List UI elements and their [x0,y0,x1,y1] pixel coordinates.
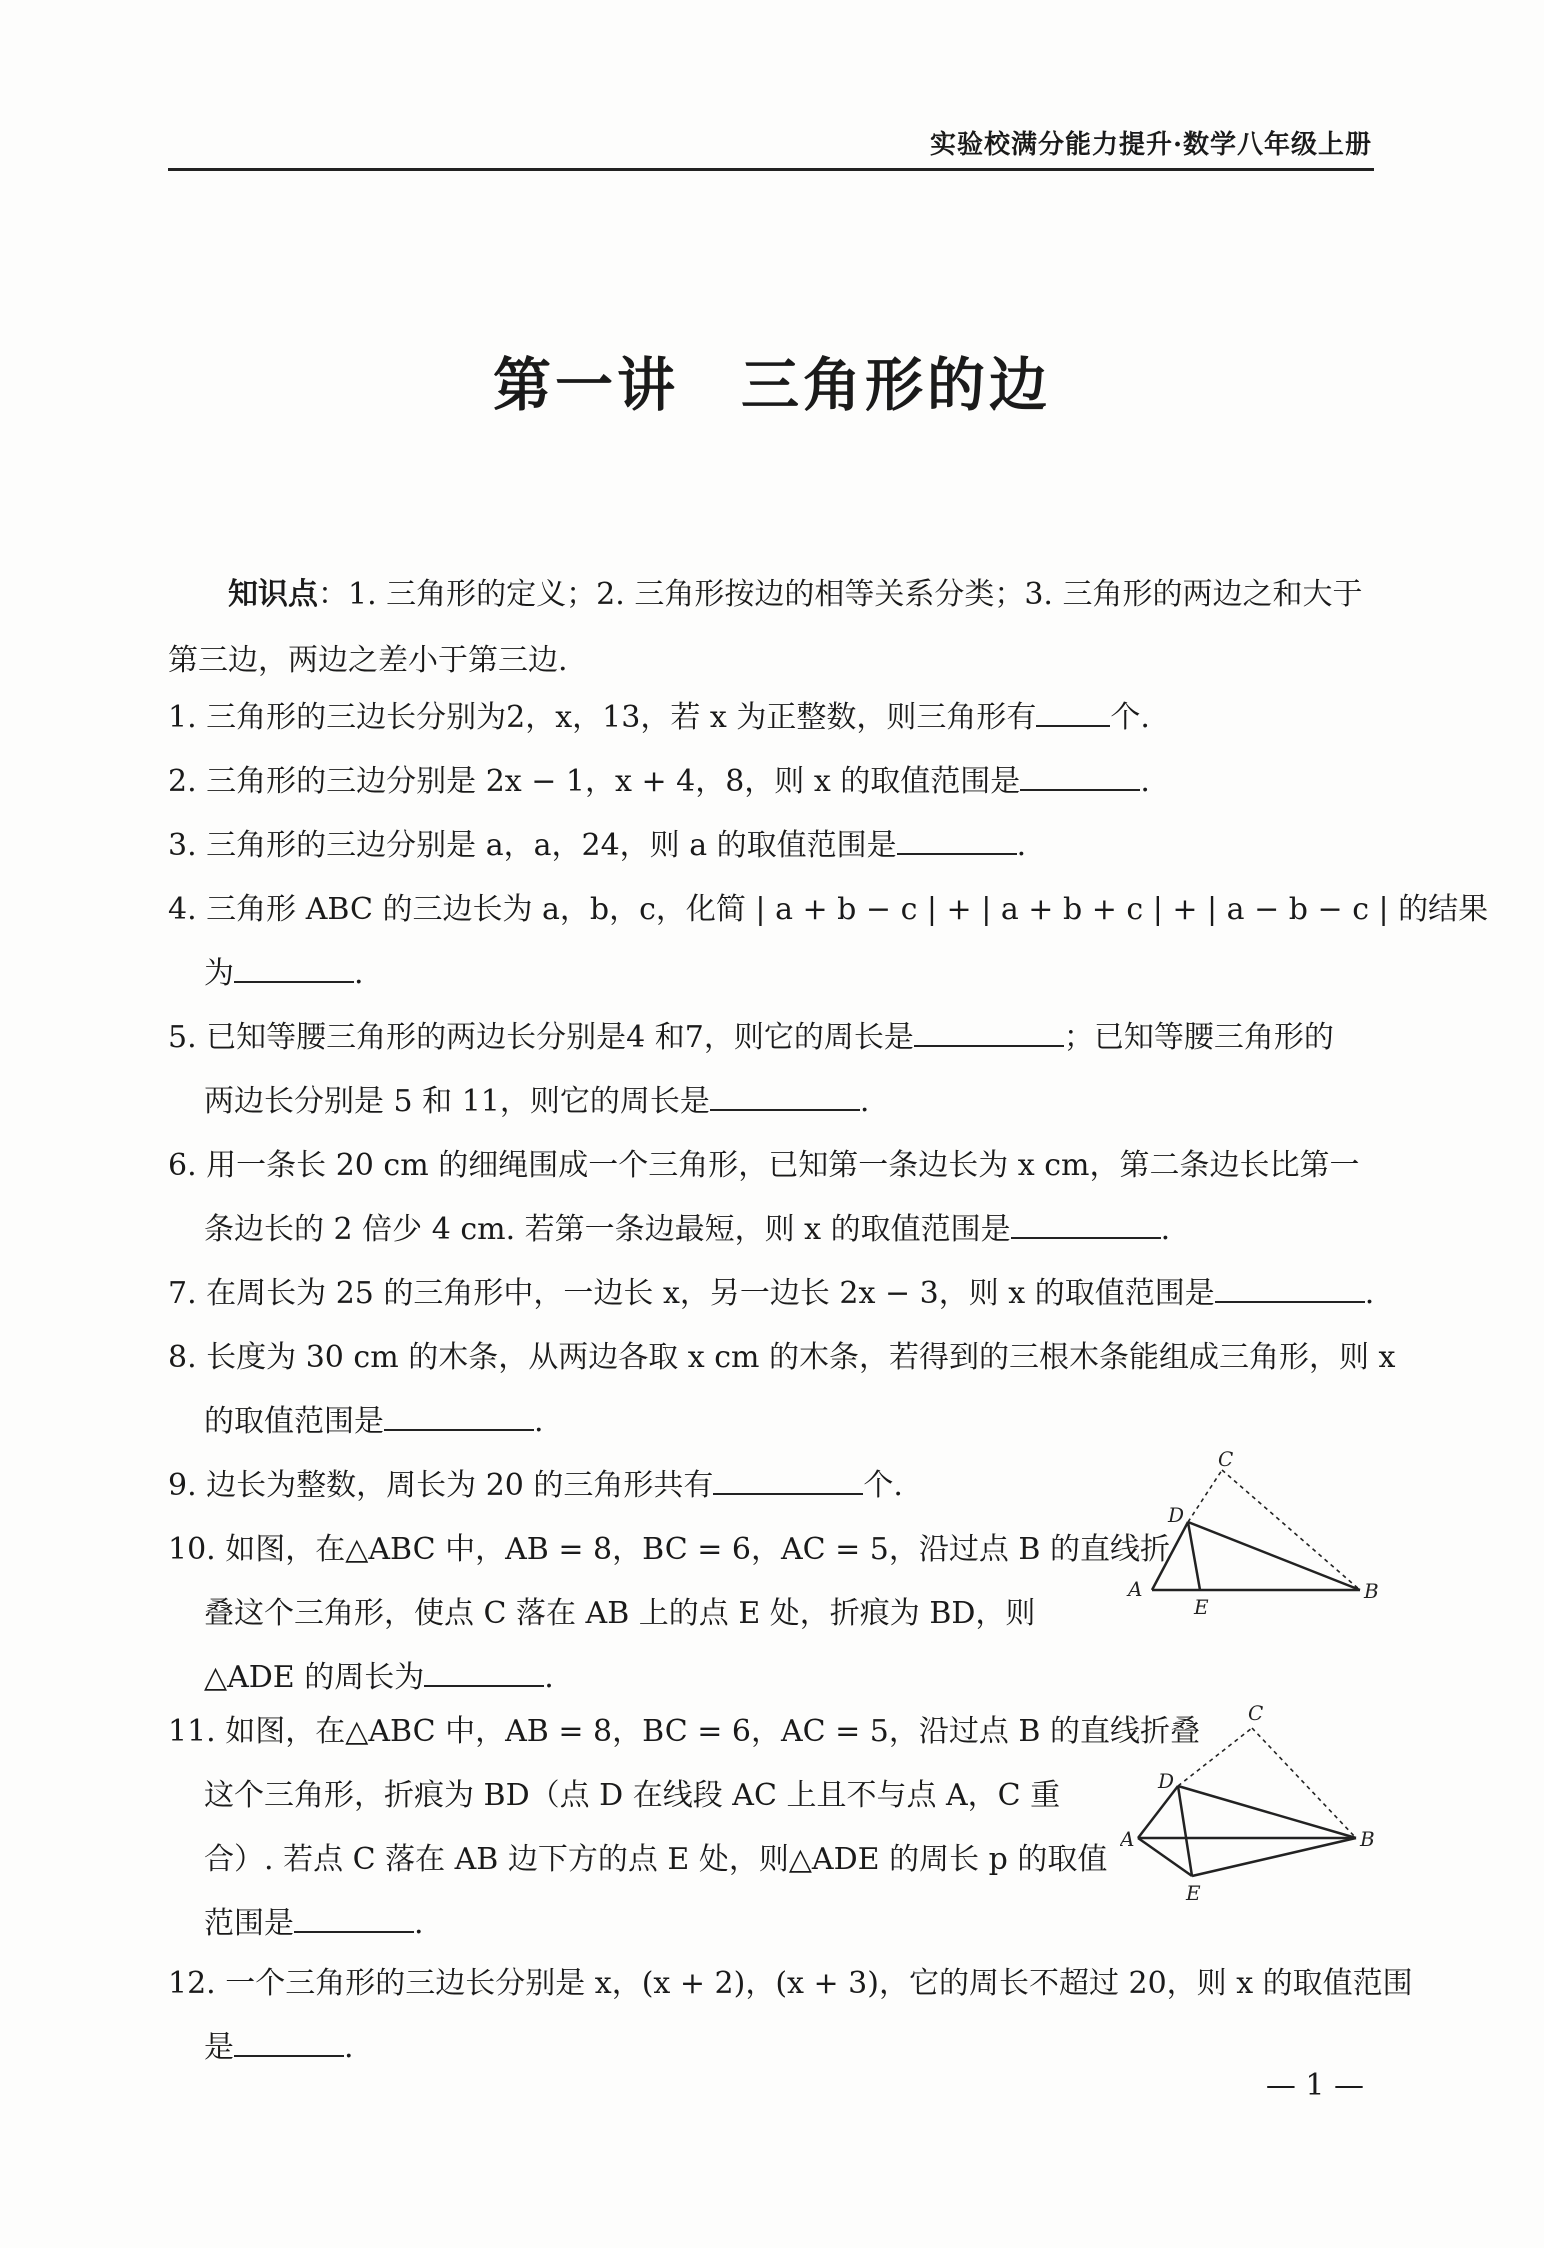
question-text: 三角形的三边分别是 a，a，24，则 a 的取值范围是 [206,828,897,863]
segment-CB-dashed [1252,1728,1356,1838]
segment-DC-dashed [1178,1728,1252,1786]
question-number: 8. [168,1340,197,1375]
question-number: 7. [168,1276,197,1311]
knowledge-line2: 第三边，两边之差小于第三边. [168,643,568,678]
question-text: 长度为 30 cm 的木条，从两边各取 x cm 的木条，若得到的三根木条能组成三角形，则 x [206,1340,1396,1375]
answer-blank[interactable] [234,951,354,983]
question-text: 叠这个三角形，使点 C 落在 AB 上的点 E 处，折痕为 BD，则 [204,1596,1036,1631]
question-text: . [414,1906,424,1941]
header-rule [168,168,1374,171]
question-11 [168,1700,1200,1956]
question-text: 的取值范围是 [204,1404,384,1439]
question-2 [168,750,1150,814]
question-6 [168,1134,1359,1262]
question-text: △ADE 的周长为 [204,1660,425,1695]
segment-EB [1192,1838,1356,1876]
answer-blank[interactable] [234,2025,344,2057]
answer-blank[interactable] [1036,695,1110,727]
knowledge-points [168,562,1374,694]
answer-blank[interactable] [1011,1207,1161,1239]
question-text: 范围是 [204,1906,294,1941]
answer-blank[interactable] [713,1463,863,1495]
question-7 [168,1262,1374,1326]
page-title: 第一讲 三角形的边 [492,351,1051,419]
question-1 [168,686,1150,750]
question-number: 6. [168,1148,197,1183]
question-text: 一个三角形的三边长分别是 x，(x + 2)，(x + 3)，它的周长不超过 20，则 x 的取值范围 [225,1966,1413,2001]
question-12 [168,1952,1413,2080]
question-text: 如图，在△ABC 中，AB = 8，BC = 6，AC = 5，沿过点 B 的直线折叠 [225,1714,1200,1749]
question-text: 如图，在△ABC 中，AB = 8，BC = 6，AC = 5，沿过点 B 的直线折 [225,1532,1170,1567]
question-number: 5. [168,1020,197,1055]
answer-blank[interactable] [424,1655,544,1687]
question-text: 在周长为 25 的三角形中，一边长 x，另一边长 2x − 3，则 x 的取值范围是 [206,1276,1215,1311]
question-text: . [1160,1212,1171,1247]
question-text: . [534,1404,544,1439]
question-text: 已知等腰三角形的两边长分别是4 和7，则它的周长是 [206,1020,914,1055]
question-text: 个. [863,1468,903,1503]
question-3 [168,814,1026,878]
question-number: 1. [168,700,197,735]
label-A: A [1128,1577,1143,1601]
answer-blank[interactable] [294,1901,414,1933]
question-text: 三角形的三边长分别为2，x，13，若 x 为正整数，则三角形有 [206,700,1037,735]
question-text: 为 [204,956,234,991]
answer-blank[interactable] [710,1079,860,1111]
segment-CB-dashed [1222,1470,1360,1590]
answer-blank[interactable] [1215,1271,1365,1303]
answer-blank[interactable] [897,823,1017,855]
question-4 [168,878,1488,1006]
question-text: 用一条长 20 cm 的细绳围成一个三角形，已知第一条边长为 x cm，第二条边长比第一 [206,1148,1360,1183]
question-text: 是 [204,2030,234,2065]
question-number: 11. [168,1714,216,1749]
label-D: D [1168,1503,1185,1527]
question-text: . [1364,1276,1375,1311]
question-text: 三角形的三边分别是 2x − 1，x + 4，8，则 x 的取值范围是 [206,764,1021,799]
segment-AE [1138,1838,1192,1876]
question-10 [168,1518,1170,1710]
question-text: 合）. 若点 C 落在 AB 边下方的点 E 处，则△ADE 的周长 p 的取值 [204,1842,1108,1877]
question-text: . [859,1084,870,1119]
question-number: 9. [168,1468,197,1503]
question-number: 10. [168,1532,216,1567]
question-8 [168,1326,1395,1454]
answer-blank[interactable] [384,1399,534,1431]
answer-blank[interactable] [1020,759,1140,791]
answer-blank[interactable] [914,1015,1064,1047]
question-number: 12. [168,1966,216,2001]
label-B: B [1364,1579,1379,1603]
figure-q11-triangle [1120,1700,1390,1910]
question-text: 三角形 ABC 的三边长为 a，b，c，化简 | a + b − c | + | a + b + c | + | a − b − c | 的结果 [206,892,1489,927]
question-text: 这个三角形，折痕为 BD（点 D 在线段 AC 上且不与点 A，C 重 [204,1778,1061,1813]
question-9 [168,1454,903,1518]
label-D: D [1158,1769,1175,1793]
label-C: C [1218,1450,1234,1471]
question-number: 2. [168,764,197,799]
label-A: A [1120,1827,1135,1851]
question-text: 条边长的 2 倍少 4 cm. 若第一条边最短，则 x 的取值范围是 [204,1212,1011,1247]
question-text: . [344,2030,354,2065]
question-text: 边长为整数，周长为 20 的三角形共有 [206,1468,714,1503]
question-text: 两边长分别是 5 和 11，则它的周长是 [204,1084,710,1119]
question-text: . [354,956,364,991]
knowledge-label: 知识点 [228,577,318,612]
segment-DE [1188,1522,1200,1590]
question-text: ；已知等腰三角形的 [1063,1020,1334,1055]
page-number: — 1 — [1265,2068,1364,2103]
segment-DB [1178,1786,1356,1838]
question-5 [168,1006,1334,1134]
segment-AD [1138,1786,1178,1838]
question-text: . [1016,828,1027,863]
label-C: C [1248,1701,1264,1725]
label-E: E [1186,1881,1201,1905]
header-title: 实验校满分能力提升·数学八年级上册 [929,130,1372,160]
figure-q10-triangle [1110,1450,1390,1620]
segment-DE [1178,1786,1192,1876]
label-E: E [1194,1595,1209,1619]
question-text: 个. [1110,700,1150,735]
label-B: B [1360,1827,1375,1851]
knowledge-line1: ：1. 三角形的定义；2. 三角形按边的相等关系分类；3. 三角形的两边之和大于 [318,577,1363,612]
question-text: . [544,1660,554,1695]
segment-DC-dashed [1188,1470,1222,1522]
question-number: 3. [168,828,197,863]
segment-AD [1152,1522,1188,1590]
question-text: . [1140,764,1150,799]
segment-DB [1188,1522,1360,1590]
question-number: 4. [168,892,197,927]
